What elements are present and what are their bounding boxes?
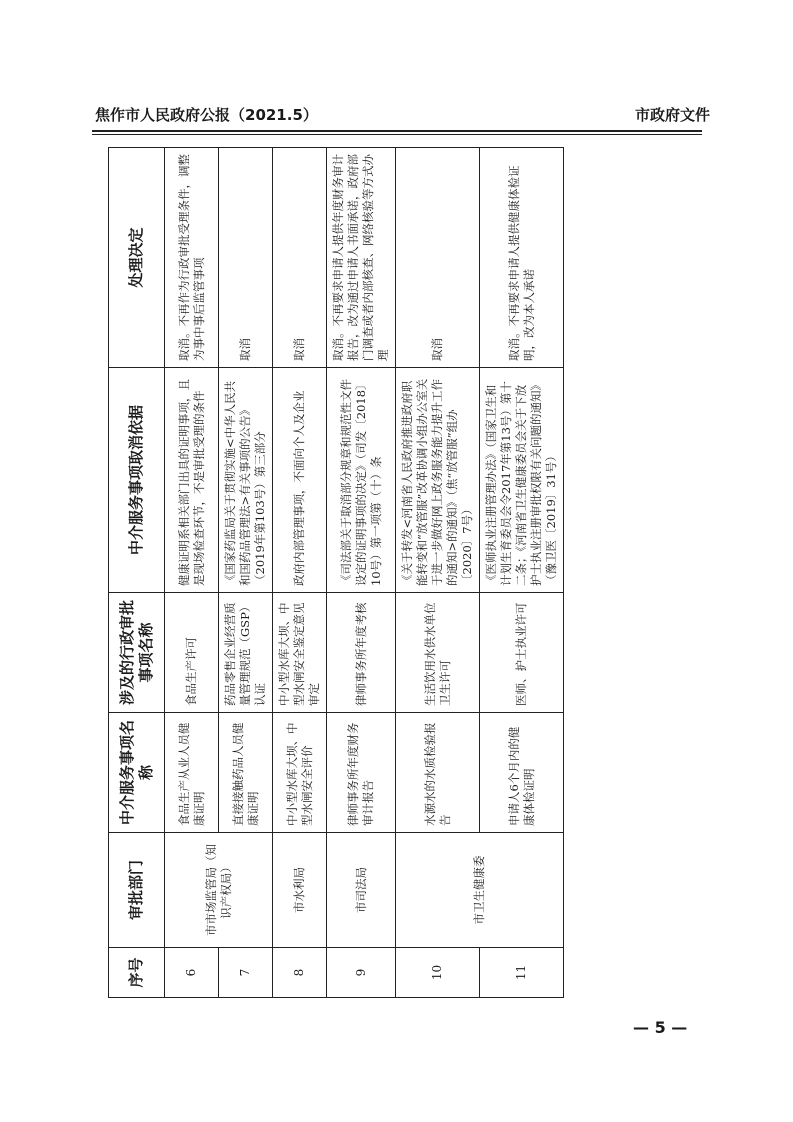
row-basis: 政府内部管理事项，不面向个人及企业 bbox=[273, 368, 327, 593]
col-header-service: 中介服务事项名称 bbox=[109, 713, 165, 833]
row-decision: 取消。不再要求申请人提供健康体检证明，改为本人承诺 bbox=[480, 148, 564, 368]
row-service: 律师事务所年度财务审计报告 bbox=[327, 713, 396, 833]
row-basis: 健康证明系相关部门出具的证明事项，且是现场检查环节，不是审批受理的条件 bbox=[165, 368, 219, 593]
row-decision: 取消。不再要求申请人提供年度财务审计报告，改为通过申请人书面承诺，政府部门调查或者内部核查、网络核验等方式办理 bbox=[327, 148, 396, 368]
page-number: — 5 — bbox=[633, 1018, 688, 1037]
rotated-table-container bbox=[108, 148, 558, 998]
intermediary-services-table bbox=[108, 147, 564, 998]
row-no: 6 bbox=[165, 948, 219, 998]
row-approval: 律师事务所年度考核 bbox=[327, 593, 396, 713]
header-rule bbox=[92, 130, 702, 132]
row-service: 直接接触药品人员健康证明 bbox=[219, 713, 273, 833]
table-header-row bbox=[109, 148, 165, 998]
col-header-no: 序号 bbox=[109, 948, 165, 998]
row-approval: 食品生产许可 bbox=[165, 593, 219, 713]
row-service: 中小型水库大坝、中型水闸安全评价 bbox=[273, 713, 327, 833]
section-title: 市政府文件 bbox=[635, 106, 711, 124]
table-row bbox=[273, 148, 327, 998]
row-no: 11 bbox=[480, 948, 564, 998]
row-decision: 取消 bbox=[219, 148, 273, 368]
row-basis: 《司法部关于取消部分规章和规范性文件设定的证明事项的决定》（司发〔2018〕10号）第一项第（十）条 bbox=[327, 368, 396, 593]
row-dept: 市市场监管局（知识产权局） bbox=[165, 833, 273, 948]
row-approval: 药品零售企业经营质量管理规范（GSP）认证 bbox=[219, 593, 273, 713]
table-row bbox=[327, 148, 396, 998]
col-header-basis: 中介服务事项取消依据 bbox=[109, 368, 165, 593]
row-approval: 医师、护士执业许可 bbox=[480, 593, 564, 713]
row-basis: 《关于转发<河南省人民政府推进政府职能转变和“放管服”改革协调小组办公室关于进一步做好网上政务服务能力提升工作的通知>的通知》（焦“放管服”组办〔2020〕7号） bbox=[396, 368, 480, 593]
row-no: 8 bbox=[273, 948, 327, 998]
col-header-approval: 涉及的行政审批事项名称 bbox=[109, 593, 165, 713]
row-approval: 生活饮用水供水单位卫生许可 bbox=[396, 593, 480, 713]
row-approval: 中小型水库大坝、中型水闸安全鉴定意见审定 bbox=[273, 593, 327, 713]
row-decision: 取消 bbox=[273, 148, 327, 368]
row-no: 7 bbox=[219, 948, 273, 998]
col-header-dept: 审批部门 bbox=[109, 833, 165, 948]
row-service: 水源水的水质检验报告 bbox=[396, 713, 480, 833]
row-dept: 市水利局 bbox=[273, 833, 327, 948]
table-row bbox=[165, 148, 219, 998]
row-decision: 取消。不再作为行政审批受理条件，调整为事中事后监管事项 bbox=[165, 148, 219, 368]
header-rule-thin bbox=[92, 134, 702, 135]
col-header-decision: 处理决定 bbox=[109, 148, 165, 368]
row-dept: 市卫生健康委 bbox=[396, 833, 564, 948]
row-service: 食品生产从业人员健康证明 bbox=[165, 713, 219, 833]
table-row bbox=[396, 148, 480, 998]
row-basis: 《国家药监局关于贯彻实施<中华人民共和国药品管理法>有关事项的公告》（2019年第103号）第三部分 bbox=[219, 368, 273, 593]
bulletin-title: 焦作市人民政府公报（2021.5） bbox=[95, 106, 318, 124]
row-decision: 取消 bbox=[396, 148, 480, 368]
row-dept: 市司法局 bbox=[327, 833, 396, 948]
row-service: 申请人6个月内的健康体检证明 bbox=[480, 713, 564, 833]
row-no: 10 bbox=[396, 948, 480, 998]
row-no: 9 bbox=[327, 948, 396, 998]
row-basis: 《医师执业注册管理办法》（国家卫生和计划生育委员会令2017年第13号）第十二条；《河南省卫生健康委员会关于下放护士执业注册审批权限有关问题的通知》（豫卫医〔2019〕31号） bbox=[480, 368, 564, 593]
